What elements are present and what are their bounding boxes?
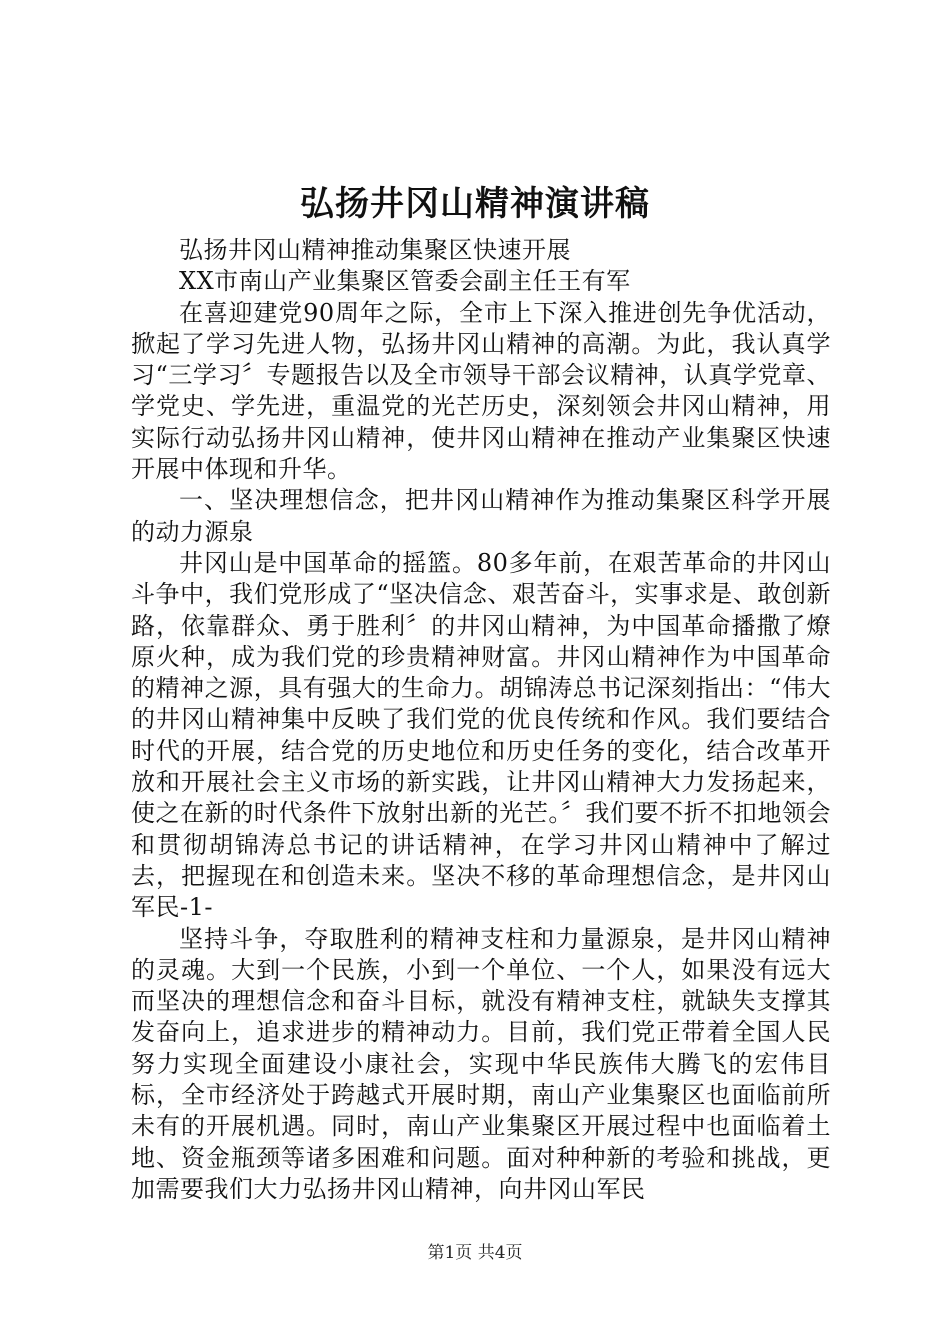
page-number-footer: 第1页 共4页 [427,1243,523,1263]
subtitle-paragraph: 弘扬井冈山精神推动集聚区快速开展 [179,236,571,264]
document-title: 弘扬井冈山精神演讲稿 [300,184,650,224]
section-heading-paragraph: 一、坚决理想信念，把井冈山精神作为推动集聚区科学开展的动力源泉 [131,486,831,546]
body-paragraph: 在喜迎建党90周年之际，全市上下深入推进创先争优活动，掀起了学习先进人物，弘扬井冈山精神的高潮。为此，我认真学习“三学习〞专题报告以及全市领导干部会议精神，认真学党章、学党史、学先进，重温党的光芒历史，深刻领会井冈山精神，用实际行动弘扬井冈山精神，使井冈山精神在推动产业集聚区快速开展中体现和升华。 [131,298,831,484]
body-paragraph: 井冈山是中国革命的摇篮。80多年前，在艰苦革命的井冈山斗争中，我们党形成了“坚决信念、艰苦奋斗，实事求是、敢创新路，依靠群众、勇于胜利〞的井冈山精神，为中国革命播撒了燎原火种，成为我们党的珍贵精神财富。井冈山精神作为中国革命的精神之源，具有强大的生命力。胡锦涛总书记深刻指出：“伟大的井冈山精神集中反映了我们党的优良传统和作风。我们要结合时代的开展，结合党的历史地位和历史任务的变化，结合改革开放和开展社会主义市场的新实践，让井冈山精神大力发扬起来，使之在新的时代条件下放射出新的光芒。〞我们要不折不扣地领会和贯彻胡锦涛总书记的讲话精神，在学习井冈山精神中了解过去，把握现在和创造未来。坚决不移的革命理想信念，是井冈山军民-1- [131,548,831,922]
author-paragraph: XX市南山产业集聚区管委会副主任王有军 [179,267,631,296]
body-paragraph: 坚持斗争，夺取胜利的精神支柱和力量源泉，是井冈山精神的灵魂。大到一个民族，小到一个单位、一个人，如果没有远大而坚决的理想信念和奋斗目标，就没有精神支柱，就缺失支撑其发奋向上，追求进步的精神动力。目前，我们党正带着全国人民努力实现全面建设小康社会，实现中华民族伟大腾飞的宏伟目标，全市经济处于跨越式开展时期，南山产业集聚区也面临前所未有的开展机遇。同时，南山产业集聚区开展过程中也面临着土地、资金瓶颈等诸多困难和问题。面对种种新的考验和挑战，更加需要我们大力弘扬井冈山精神，向井冈山军民 [131,924,831,1203]
document-body [131,235,831,1205]
